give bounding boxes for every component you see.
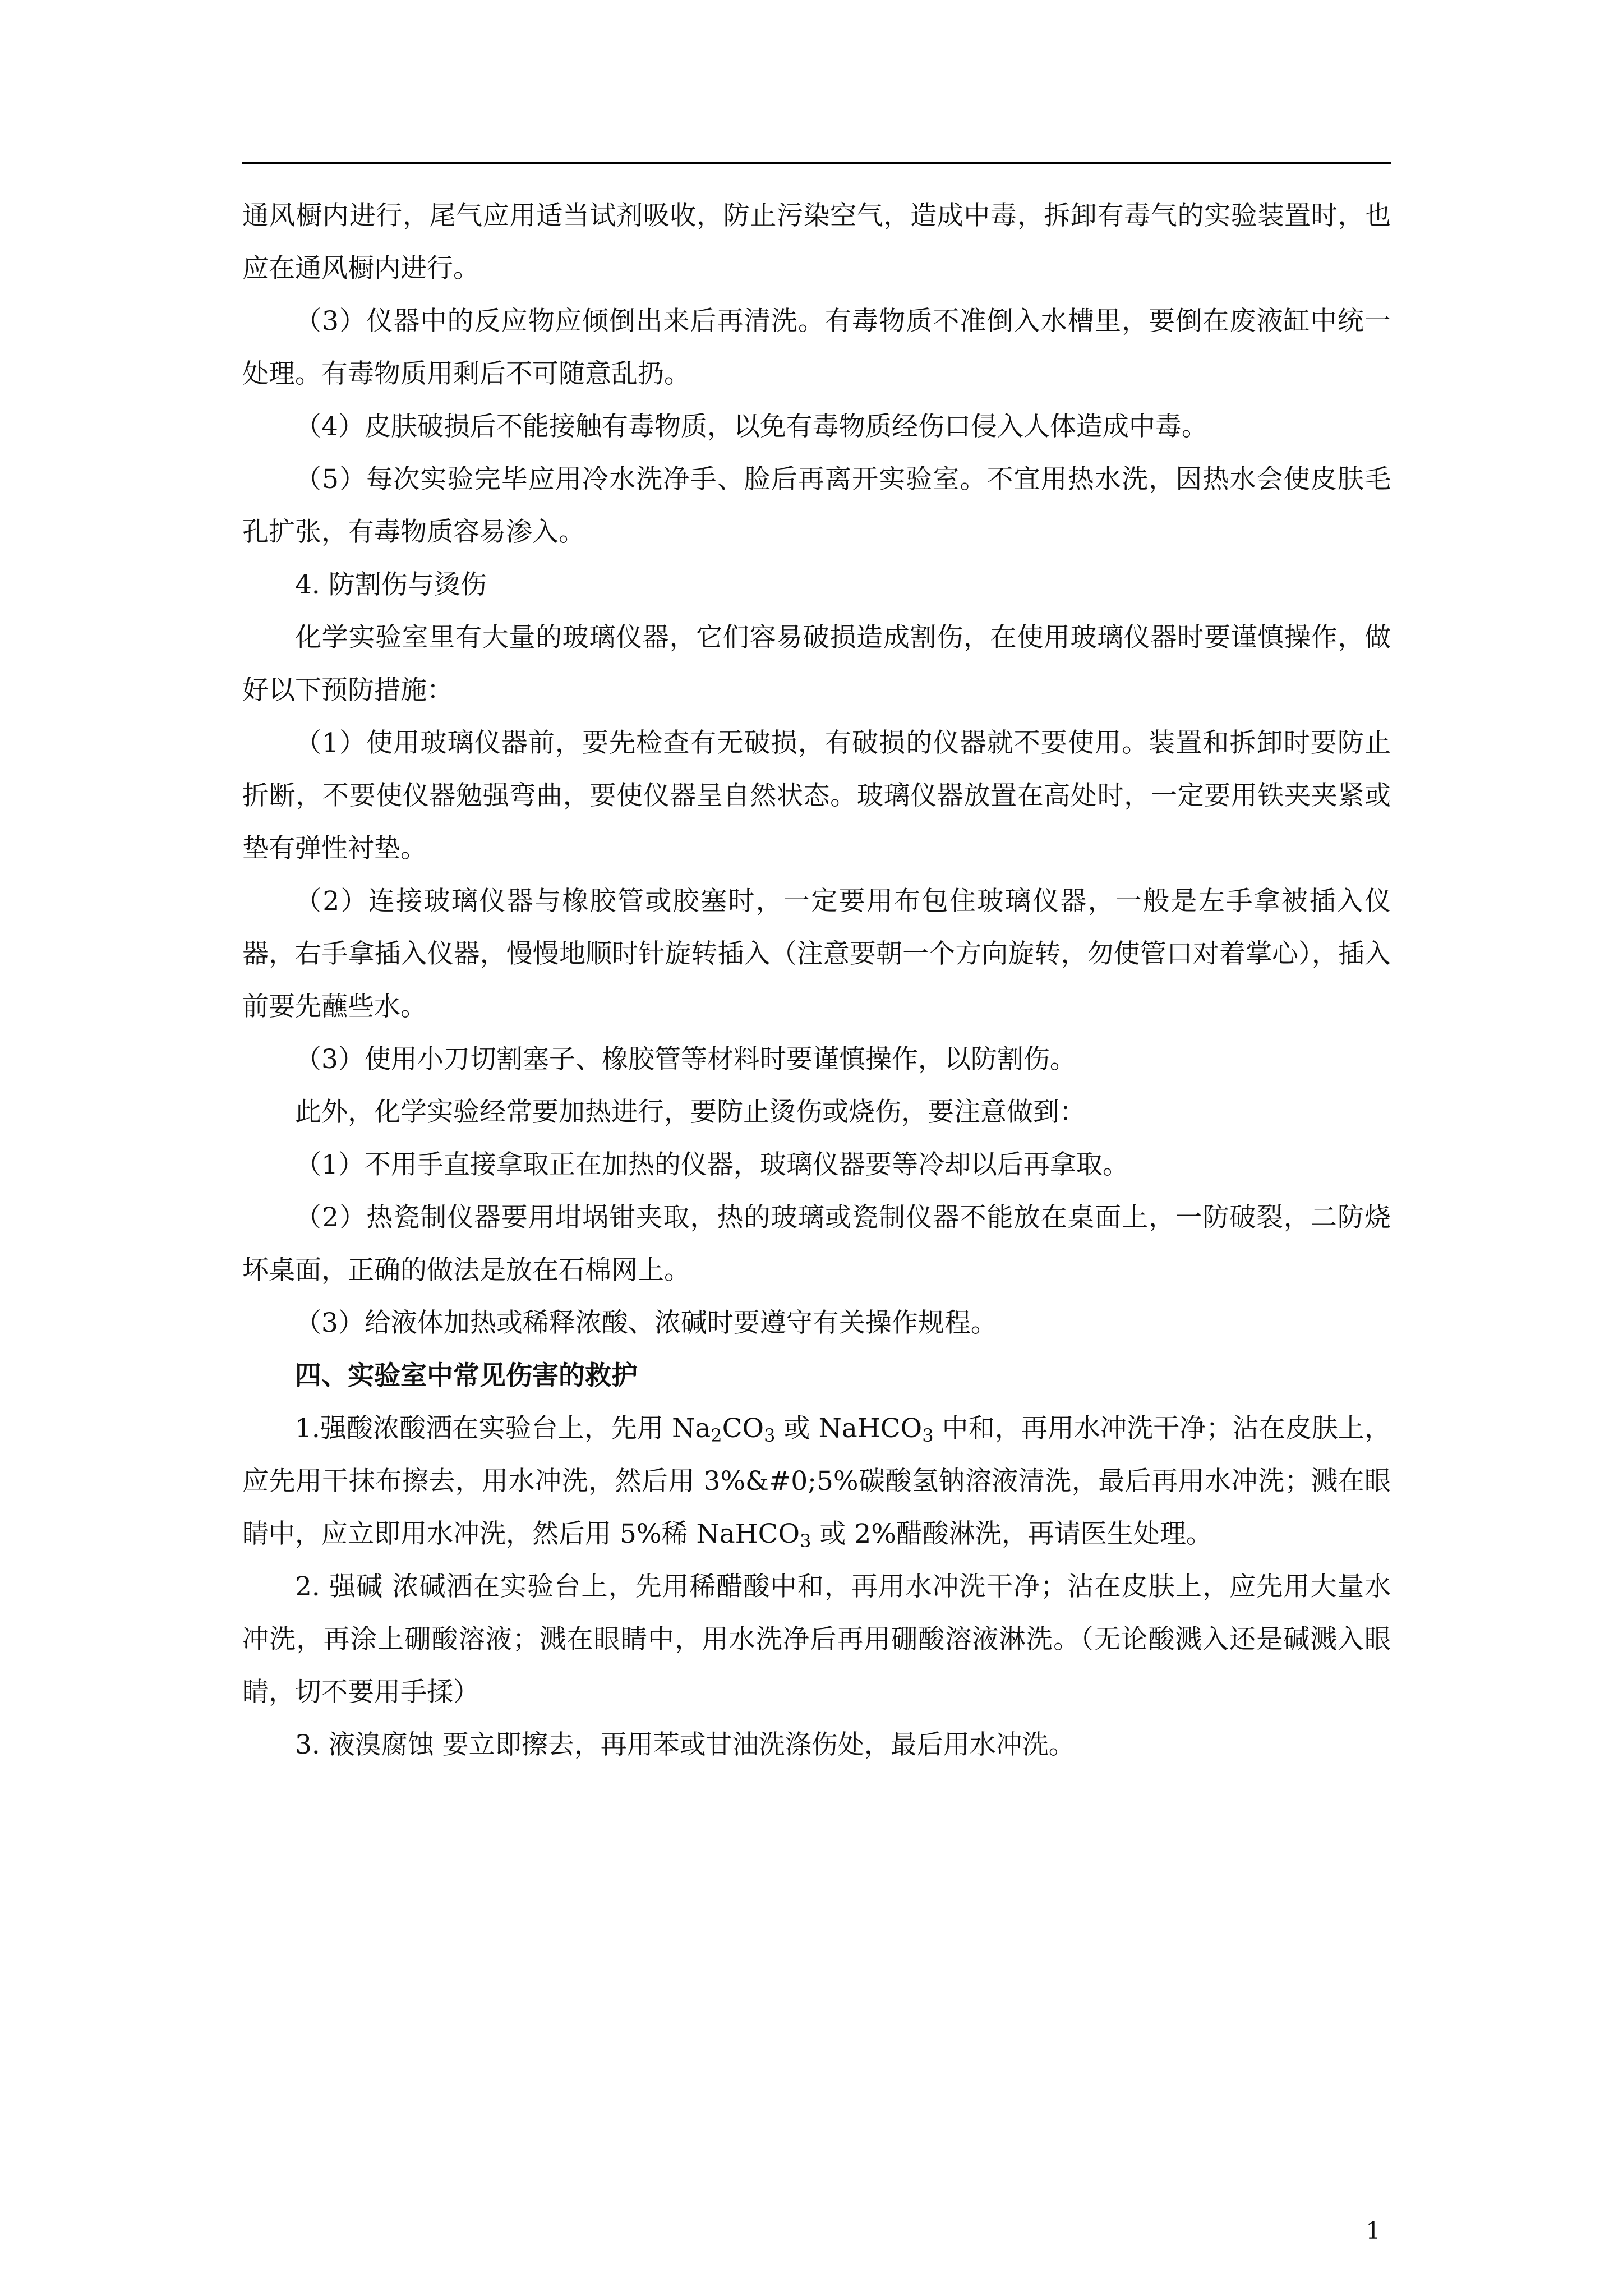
subscript: 3 (800, 1530, 811, 1552)
section-heading: 4. 防割伤与烫伤 (295, 569, 487, 600)
paragraph: （4）皮肤破损后不能接触有毒物质，以免有毒物质经伤口侵入人体造成中毒。 (295, 411, 1208, 442)
subscript: 3 (764, 1425, 776, 1446)
subscript: 3 (922, 1425, 934, 1446)
paragraph-bromine: 3. 液溴腐蚀 要立即擦去，再用苯或甘油洗涤伤处，最后用水冲洗。 (295, 1729, 1075, 1760)
text-run: 或 2%醋酸淋洗，再请医生处理。 (811, 1519, 1212, 1549)
paragraph: 此外，化学实验经常要加热进行，要防止烫伤或烧伤，要注意做到： (295, 1097, 1086, 1128)
text-run: 或 NaHCO (775, 1413, 923, 1444)
paragraph: （1）使用玻璃仪器前，要先检查有无破损，有破损的仪器就不要使用。装置和拆卸时要防止折断，不要使仪器勉强弯曲，要使仪器呈自然状态。玻璃仪器放置在高处时，一定要用铁夹夹紧或垫有弹性衬垫。 (242, 728, 1391, 864)
paragraph-acid (242, 1402, 1391, 1561)
section-heading: 四、实验室中常见伤害的救护 (295, 1360, 638, 1391)
page-number: 1 (1366, 2217, 1381, 2244)
paragraph: 化学实验室里有大量的玻璃仪器，它们容易破损造成割伤，在使用玻璃仪器时要谨慎操作，做好以下预防措施： (242, 622, 1391, 706)
subscript: 2 (711, 1425, 722, 1446)
text-run: CO (722, 1413, 764, 1444)
paragraph: （3）仪器中的反应物应倾倒出来后再清洗。有毒物质不准倒入水槽里，要倒在废液缸中统一处理。有毒物质用剩后不可随意乱扔。 (242, 306, 1391, 389)
paragraph: （5）每次实验完毕应用冷水洗净手、脸后再离开实验室。不宜用热水洗，因热水会使皮肤毛孔扩张，有毒物质容易渗入。 (242, 464, 1391, 547)
paragraph: （3）给液体加热或稀释浓酸、浓碱时要遵守有关操作规程。 (295, 1308, 997, 1338)
paragraph: 通风橱内进行，尾气应用适当试剂吸收，防止污染空气，造成中毒，拆卸有毒气的实验装置时，也应在通风橱内进行。 (242, 200, 1391, 284)
paragraph-base: 2. 强碱 浓碱洒在实验台上，先用稀醋酸中和，再用水冲洗干净；沾在皮肤上，应先用大量水冲洗，再涂上硼酸溶液；溅在眼睛中，用水洗净后再用硼酸溶液淋洗。（无论酸溅入还是碱溅入眼睛，切不要用手揉） (242, 1571, 1391, 1708)
paragraph: （2）连接玻璃仪器与橡胶管或胶塞时，一定要用布包住玻璃仪器，一般是左手拿被插入仪器，右手拿插入仪器，慢慢地顺时针旋转插入（注意要朝一个方向旋转，勿使管口对着掌心），插入前要先蘸些水。 (242, 886, 1391, 1022)
paragraph: （1）不用手直接拿取正在加热的仪器，玻璃仪器要等冷却以后再拿取。 (295, 1149, 1129, 1180)
text-run: 1.强酸浓酸洒在实验台上，先用 Na (295, 1413, 711, 1444)
text-run: 中和，再用水冲洗干净；沾在皮肤上，应先用干抹布擦去，用水冲洗，然后用 3%&#0;5%碳酸氢钠溶液清洗，最后再用水冲洗；溅在眼睛中，应立即用水冲洗，然后用 5%稀 NaHCO (242, 1413, 1391, 1549)
header-rule (242, 162, 1391, 164)
document-body (242, 190, 1391, 1772)
paragraph: （2）热瓷制仪器要用坩埚钳夹取，热的玻璃或瓷制仪器不能放在桌面上，一防破裂，二防烧坏桌面，正确的做法是放在石棉网上。 (242, 1202, 1391, 1286)
paragraph: （3）使用小刀切割塞子、橡胶管等材料时要谨慎操作，以防割伤。 (295, 1044, 1076, 1075)
